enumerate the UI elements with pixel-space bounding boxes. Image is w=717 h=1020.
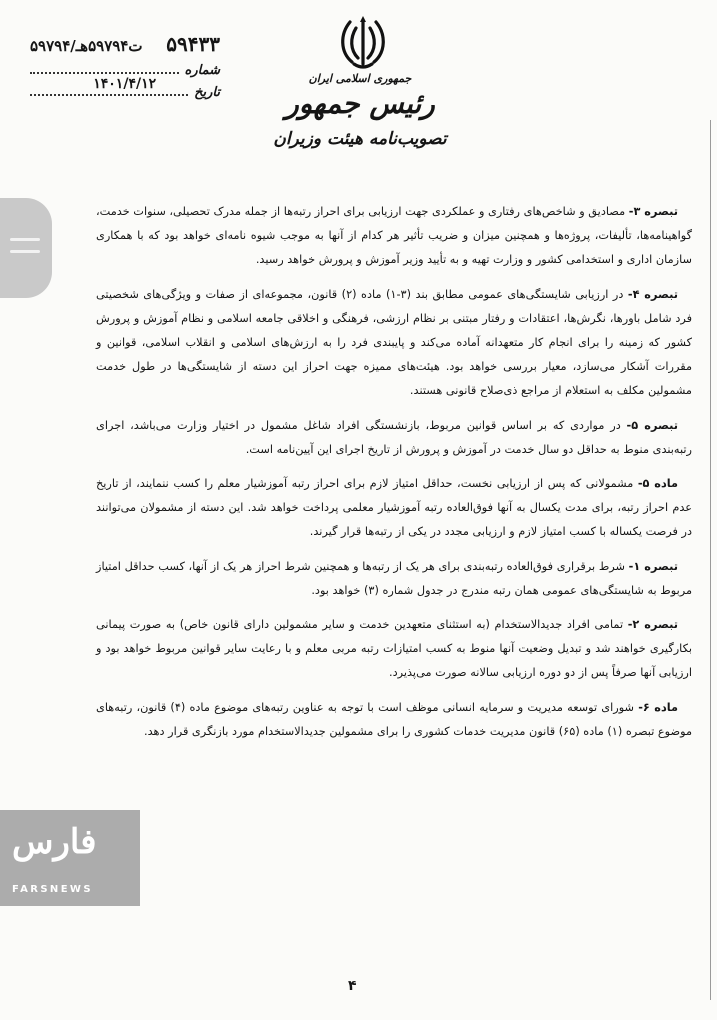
letterhead bbox=[250, 72, 470, 149]
paragraph bbox=[96, 414, 692, 462]
paragraph-text: مصادیق و شاخص‌های رفتاری و عملکردی جهت ارزیابی برای احراز رتبه‌ها از جمله مدرک تحصیلی، سنوات خدمت، گواهینامه‌ها، تألیفات، پروژه‌ها و همچنین میزان و ضریب تأثیر هر کدام از آنها به موجب شیوه نامه‌ای خواهد بود که با همکاری سازمان اداری و استخدامی کشور و وزارت تهیه و به تأیید وزیر آموزش و پرورش خواهد رسید. bbox=[96, 205, 692, 267]
reference-block bbox=[30, 32, 220, 100]
paragraph-heading: ماده ۶- bbox=[638, 700, 679, 714]
paragraph bbox=[96, 472, 692, 545]
menu-bar-icon bbox=[10, 250, 40, 253]
date-value: ۱۴۰۱/۴/۱۲ bbox=[93, 76, 157, 92]
paragraph-heading: تبصره ۲- bbox=[627, 618, 678, 632]
council-title: تصویب‌نامه هیئت وزیران bbox=[273, 129, 447, 149]
president-title: رئیس جمهور bbox=[285, 87, 435, 120]
paragraph-heading: تبصره ۱- bbox=[628, 559, 678, 573]
watermark-latin: FARSNEWS bbox=[12, 884, 93, 895]
iran-emblem-icon bbox=[336, 14, 390, 72]
date-dots bbox=[30, 76, 188, 96]
number-label: شماره bbox=[184, 63, 220, 78]
paragraph-text: شرط برقراری فوق‌العاده رتبه‌بندی برای هر یک از رتبه‌ها و همچنین شرط احراز هر یک از آنها، کسب حداقل امتیاز مربوط به شایستگی‌های عمومی همان رتبه مندرج در جدول شماره (۳) خواهد بود. bbox=[96, 559, 692, 597]
paragraph-heading: تبصره ۵- bbox=[626, 418, 678, 432]
reference-line bbox=[30, 32, 220, 56]
handwritten-number: ۵۹۴۳۳ bbox=[166, 32, 220, 56]
reference-number: ۵۹۷۹۴/ت۵۹۷۹۴هـ bbox=[30, 37, 143, 55]
date-label: تاریخ bbox=[194, 85, 220, 100]
document-body bbox=[96, 200, 692, 754]
paragraph bbox=[96, 283, 692, 404]
watermark-logo: فارس bbox=[12, 822, 97, 862]
number-dots bbox=[30, 62, 179, 74]
paragraph-text: تمامی افراد جدیدالاستخدام (به استثنای متعهدین خدمت و سایر مشمولین دارای قانون خاص) به صورت پیمانی بکارگیری خواهند شد و تبدیل وضعیت آنها منوط به کسب امتیازات رتبه مربی معلم و با رعایت سایر قوانین مربوط خواهد بود و ارزیابی آنها صرفاً پس از دو دوره ارزیابی سالانه صورت می‌پذیرد. bbox=[96, 618, 692, 680]
paragraph-text: در ارزیابی شایستگی‌های عمومی مطابق بند (۳-۱) ماده (۲) قانون، مجموعه‌ای از صفات و ویژگی‌های شخصیتی فرد شامل باورها، نگرش‌ها، اعتقادات و رفتار مبتنی بر نظام ارزشی، فرهنگی و اخلاقی جامعه اسلامی و نظام آموزش و پرورش کشور که زمینه را برای انجام کار متعهدانه آماده می‌کند و پایبندی فرد را به ارزش‌های اسلامی و انقلاب اسلامی، قوانین و مقررات آشکار می‌سازد، معیار بررسی خواهد بود. هیئت‌های ممیزه جهت احراز این دسته از شایستگی‌ها در طول خدمت مشمولین مکلف به استعلام از مراجع ذی‌صلاح قانونی هستند. bbox=[96, 287, 692, 398]
paragraph-heading: تبصره ۳- bbox=[628, 205, 678, 218]
paragraph bbox=[96, 613, 692, 686]
republic-title: جمهوری اسلامی ایران bbox=[308, 72, 412, 85]
paragraph-text: مشمولانی که پس از ارزیابی نخست، حداقل امتیاز لازم برای احراز رتبه آموزشیار معلم را کسب ننمایند، از تاریخ عدم احراز رتبه، برای مدت یکسال به آنها فوق‌العاده رتبه آموزشیار معلمی پرداخت خواهد شد. این دسته از مشمولان می‌توانند در فرصت یکساله با کسب امتیاز لازم و ارزیابی مجدد در یکی از رتبه‌ها قرار گیرند. bbox=[96, 477, 692, 539]
menu-bar-icon bbox=[10, 238, 40, 241]
side-menu-tab[interactable] bbox=[0, 198, 52, 298]
paragraph bbox=[96, 555, 692, 603]
paragraph bbox=[96, 200, 692, 273]
paragraph-heading: تبصره ۴- bbox=[627, 287, 678, 301]
paragraph-text: شورای توسعه مدیریت و سرمایه انسانی موظف است با توجه به عناوین رتبه‌های موضوع ماده (۴) قانون، رتبه‌های موضوع تبصره (۱) ماده (۶۵) قانون مدیریت خدمات کشوری را برای مشمولین جدیدالاستخدام مورد بازنگری قرار دهد. bbox=[96, 700, 692, 738]
date-row bbox=[30, 76, 220, 100]
paragraph-text: در مواردی که بر اساس قوانین مربوط، بازنشستگی افراد شاغل مشمول در اختیار وزارت می‌باشد، اجرای رتبه‌بندی منوط به حداقل دو سال خدمت در آموزش و پرورش از تاریخ اجرای این آیین‌نامه است. bbox=[96, 418, 692, 456]
paragraph bbox=[96, 696, 692, 744]
news-agency-watermark bbox=[0, 810, 140, 906]
paragraph-heading: ماده ۵- bbox=[637, 477, 679, 491]
page-edge-line bbox=[710, 120, 711, 1000]
page-number: ۴ bbox=[348, 978, 357, 994]
